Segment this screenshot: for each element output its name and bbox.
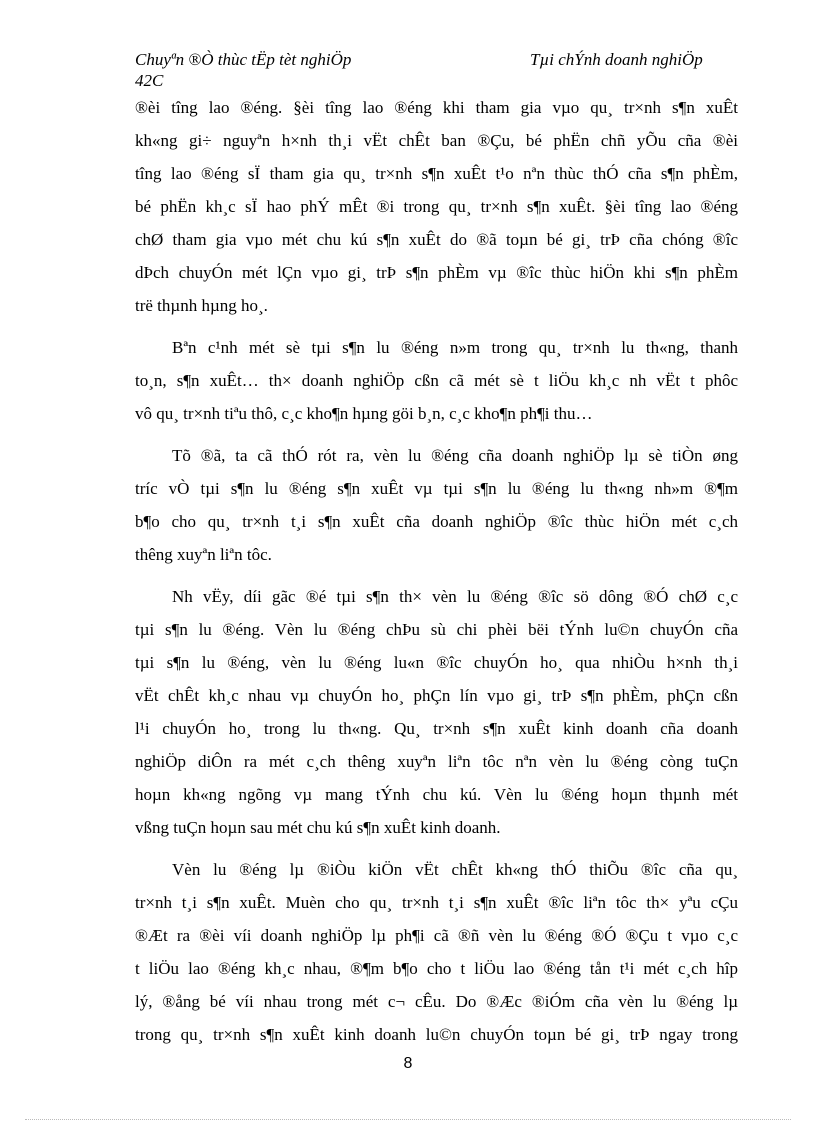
text-line: dÞch chuyÓn mét lÇn vµo gi¸ trÞ s¶n phÈm vµ ®îc thùc hiÖn khi s¶n phÈm xyxy=(135,263,738,282)
text-line: kh«ng gi÷ nguyªn h×nh th¸i vËt chÊt ban ®Çu, bé phËn chñ yÕu cña ®èi xyxy=(135,131,738,150)
text-line: chØ tham gia vµo mét chu kú s¶n xuÊt do ®ã toµn bé gi¸ trÞ cña chóng ®îc xyxy=(135,230,738,249)
paragraph xyxy=(135,95,738,326)
text-line: Bªn c¹nh mét sè tµi s¶n lu ®éng n»m trong qu¸ tr×nh lu th«ng, thanh xyxy=(172,338,738,357)
text-line: tîng lao ®éng sÏ tham gia qu¸ tr×nh s¶n xuÊt t¹o nªn thùc thÓ cña s¶n phÈm, xyxy=(135,164,738,183)
text-line: trong qu¸ tr×nh s¶n xuÊt kinh doanh lu©n chuyÓn toµn bé gi¸ trÞ ngay trong xyxy=(135,1025,738,1044)
paragraph xyxy=(135,443,738,575)
document-body xyxy=(135,95,738,1055)
text-line: tr×nh t¸i s¶n xuÊt. Muèn cho qu¸ tr×nh t¸i s¶n xuÊt ®îc liªn tôc th× yªu cÇu xyxy=(135,893,738,912)
page-number: 8 xyxy=(403,1055,413,1072)
text-line: ®Æt ra ®èi víi doanh nghiÖp lµ ph¶i cã ®ñ vèn lu ®éng ®Ó ®Çu t vµo c¸c xyxy=(135,926,738,945)
text-line: lý, ®ång bé víi nhau trong mét c¬ cÊu. Do ®Æc ®iÓm cña vèn lu ®éng lµ xyxy=(135,992,738,1011)
header-right-title: Tµi chÝnh doanh nghiÖp xyxy=(530,50,703,69)
text-line: l¹i chuyÓn ho¸ trong lu th«ng. Qu¸ tr×nh s¶n xuÊt kinh doanh cña doanh xyxy=(135,719,738,738)
text-line: Nh vËy, díi gãc ®é tµi s¶n th× vèn lu ®éng ®îc sö dông ®Ó chØ c¸c xyxy=(172,587,738,606)
text-line: nghiÖp diÔn ra mét c¸ch thêng xuyªn liªn tôc nªn vèn lu ®éng còng tuÇn xyxy=(135,752,738,771)
text-line: tríc vÒ tµi s¶n lu ®éng s¶n xuÊt vµ tµi s¶n lu ®éng lu th«ng nh»m ®¶m xyxy=(135,479,738,498)
paragraph xyxy=(135,335,738,434)
text-line: ®èi tîng lao ®éng. §èi tîng lao ®éng khi tham gia vµo qu¸ tr×nh s¶n xuÊt xyxy=(135,98,738,117)
text-line: tµi s¶n lu ®éng. Vèn lu ®éng chÞu sù chi phèi bëi tÝnh lu©n chuyÓn cña xyxy=(135,620,738,639)
text-line: Vèn lu ®éng lµ ®iÒu kiÖn vËt chÊt kh«ng thÓ thiÕu ®îc cña qu¸ xyxy=(172,860,738,879)
text-line: thêng xuyªn liªn tôc. xyxy=(135,545,272,564)
text-line: bé phËn kh¸c sÏ hao phÝ mÊt ®i trong qu¸ tr×nh s¶n xuÊt. §èi tîng lao ®éng xyxy=(135,197,738,216)
paragraph xyxy=(135,584,738,848)
text-line: tµi s¶n lu ®éng, vèn lu ®éng lu«n ®îc chuyÓn ho¸ qua nhiÒu h×nh th¸i xyxy=(135,653,738,672)
header-class-code: 42C xyxy=(135,71,164,90)
text-line: Tõ ®ã, ta cã thÓ rót ra, vèn lu ®éng cña doanh nghiÖp lµ sè tiÒn øng xyxy=(172,446,738,465)
text-line: trë thµnh hµng ho¸. xyxy=(135,296,268,315)
text-line: vô qu¸ tr×nh tiªu thô, c¸c kho¶n hµng göi b¸n, c¸c kho¶n ph¶i thu… xyxy=(135,404,593,423)
header-left-title: Chuyªn ®Ò thùc tËp tèt nghiÖp xyxy=(135,50,352,69)
text-line: to¸n, s¶n xuÊt… th× doanh nghiÖp cßn cã mét sè t liÖu kh¸c nh vËt t phôc xyxy=(135,371,738,390)
paragraph xyxy=(135,857,738,1055)
text-line: b¶o cho qu¸ tr×nh t¸i s¶n xuÊt cña doanh nghiÖp ®îc thùc hiÖn mét c¸ch xyxy=(135,512,738,531)
text-line: t liÖu lao ®éng kh¸c nhau, ®¶m b¶o cho t liÖu lao ®éng tån t¹i mét c¸ch hîp xyxy=(135,959,738,978)
page-bottom-border xyxy=(25,1119,791,1120)
text-line: hoµn kh«ng ngõng vµ mang tÝnh chu kú. Vèn lu ®éng hoµn thµnh mét xyxy=(135,785,738,804)
text-line: vßng tuÇn hoµn sau mét chu kú s¶n xuÊt kinh doanh. xyxy=(135,818,501,837)
text-line: vËt chÊt kh¸c nhau vµ chuyÓn ho¸ phÇn lín vµo gi¸ trÞ s¶n phÈm, phÇn cßn xyxy=(135,686,738,705)
